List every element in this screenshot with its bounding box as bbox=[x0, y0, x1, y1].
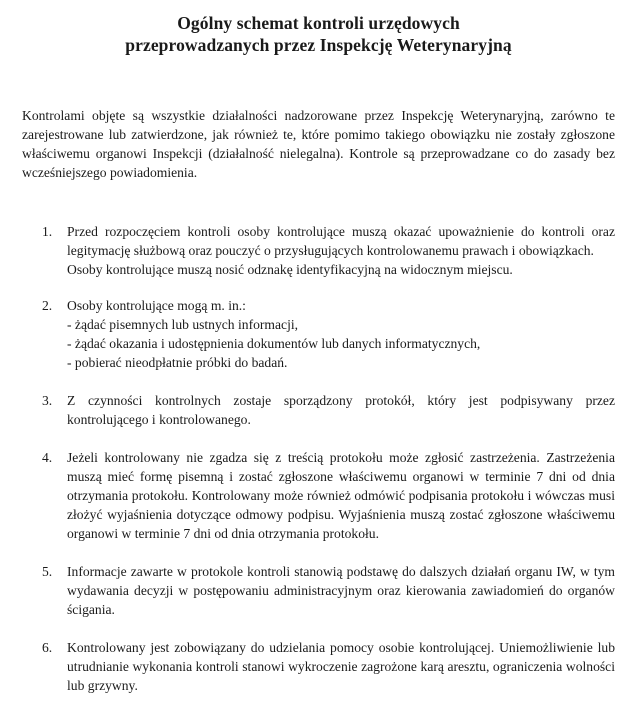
page-title bbox=[22, 12, 615, 56]
item-number: 3. bbox=[42, 393, 53, 408]
item-text: Osoby kontrolujące muszą nosić odznakę identyfikacyjną na widocznym miejscu. bbox=[67, 262, 513, 277]
item-text: Z czynności kontrolnych zostaje sporządzony protokół, który jest podpisywany przez kontrolującego i kontrolowanego. bbox=[67, 393, 615, 427]
item-number: 1. bbox=[42, 224, 53, 239]
title-line-2: przeprowadzanych przez Inspekcję Weterynaryjną bbox=[125, 35, 512, 55]
list-item-6 bbox=[22, 638, 615, 695]
procedure-list bbox=[22, 222, 615, 695]
item-text: Kontrolowany jest zobowiązany do udzielania pomocy osobie kontrolującej. Uniemożliwienie lub utrudnianie wykonania kontroli stanowi wykroczenie zagrożone karą aresztu, ograniczenia wolności lub grzywny. bbox=[67, 640, 615, 693]
list-item-2 bbox=[22, 296, 615, 372]
item-text: Jeżeli kontrolowany nie zgadza się z treścią protokołu może zgłosić zastrzeżenia. Zastrzeżenia muszą mieć formę pisemną i zostać zgłoszone właściwemu organowi w terminie 7 dni od dnia otrzymania protokołu. Kontrolowany może również odmówić podpisania protokołu i wówczas musi złożyć wyjaśnienia dotyczące odmowy podpisu. Wyjaśnienia muszą zostać zgłoszone właściwemu organowi w terminie 7 dni od dnia otrzymania protokołu. bbox=[67, 450, 615, 541]
list-item-4 bbox=[22, 448, 615, 543]
item-text: Osoby kontrolujące mogą m. in.: bbox=[67, 298, 246, 313]
item-subpoint: - pobierać nieodpłatnie próbki do badań. bbox=[67, 355, 288, 370]
item-number: 4. bbox=[42, 450, 53, 465]
list-item-5 bbox=[22, 562, 615, 619]
item-subpoint: - żądać okazania i udostępnienia dokumentów lub danych informatycznych, bbox=[67, 336, 481, 351]
item-subpoint: - żądać pisemnych lub ustnych informacji, bbox=[67, 317, 299, 332]
intro-paragraph: Kontrolami objęte są wszystkie działalności nadzorowane przez Inspekcję Weterynaryjną, zarówno te zarejestrowane lub zatwierdzone, jak również te, które pomimo takiego obowiązku nie zostały zgłoszone właściwemu organowi Inspekcji (działalność nielegalna). Kontrole są przeprowadzane co do zasady bez wcześniejszego powiadomienia. bbox=[22, 108, 615, 180]
list-item-3 bbox=[22, 391, 615, 429]
item-text: Informacje zawarte w protokole kontroli stanowią podstawę do dalszych działań organu IW, w tym wydawania decyzji w postępowaniu administracyjnym oraz kierowania zawiadomień do organów ścigania. bbox=[67, 564, 615, 617]
title-line-1: Ogólny schemat kontroli urzędowych bbox=[177, 13, 460, 33]
item-number: 2. bbox=[42, 298, 53, 313]
item-text: Przed rozpoczęciem kontroli osoby kontrolujące muszą okazać upoważnienie do kontroli oraz legitymację służbową oraz pouczyć o przysługujących kontrolowanemu prawach i obowiązkach. bbox=[67, 224, 615, 258]
item-number: 6. bbox=[42, 640, 53, 655]
item-number: 5. bbox=[42, 564, 53, 579]
list-item-1 bbox=[22, 222, 615, 279]
